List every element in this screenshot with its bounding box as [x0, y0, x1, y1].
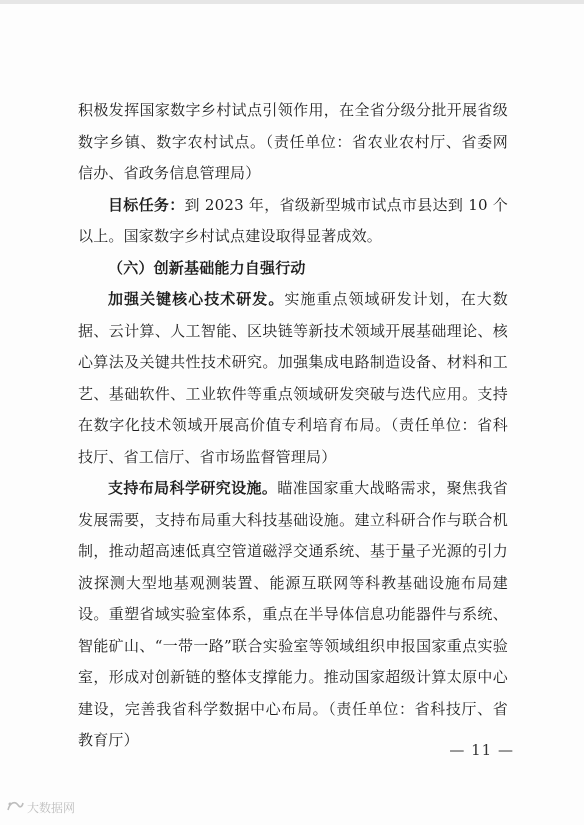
paragraph-digital-village [78, 95, 508, 190]
paragraph-research-facilities [78, 473, 508, 757]
section-heading: （六）创新基础能力自强行动 [108, 258, 306, 277]
document-body [78, 95, 508, 757]
paragraph-target-task [78, 190, 508, 253]
paragraph-lead: 加强关键核心技术研发。 [108, 290, 285, 308]
paragraph-text: 到 2023 年，省级新型城市试点市县达到 10 个以上。国家数字乡村试点建设取得显著成效。 [78, 195, 508, 245]
paragraph-text: 瞄准国家重大战略需求，聚焦我省发展需要，支持布局重大科技基础设施。建立科研合作与联合机制，推动超高速低真空管道磁浮交通系统、基于量子光源的引力波探测大型地基观测装置、能源互联网等科教基础设施布局建设。重塑省域实验室体系，重点在半导体信息功能器件与系统、智能矿山、“一带一路”联合实验室等领域组织申报国家重点实验室，形成对创新链的整体支撑能力。推动国家超级计算太原中心建设，完善我省科学数据中心布局。（责任单位：省科技厅、省教育厅） [78, 479, 508, 749]
watermark-text: 大数据网 [27, 801, 76, 815]
page-top-edge [0, 0, 584, 4]
paragraph-core-tech [78, 284, 508, 473]
paragraph-text: 实施重点领域研发计划，在大数据、云计算、人工智能、区块链等新技术领域开展基础理论、核心算法及关键共性技术研究。加强集成电路制造设备、材料和工艺、基础软件、工业软件等重点领域研发突破与迭代应用。支持在数字化技术领域开展高价值专利培育布局。（责任单位：省科技厅、省工信厅、省市场监督管理局） [78, 290, 509, 466]
watermark [6, 798, 75, 817]
paragraph-lead: 目标任务： [108, 195, 185, 214]
watermark-logo-icon [6, 798, 24, 817]
paragraph-text: 积极发挥国家数字乡村试点引领作用，在全省分级分批开展省级数字乡镇、数字农村试点。（责任单位：省农业农村厅、省委网信办、省政务信息管理局） [78, 101, 508, 182]
page-number: — 11 — [449, 741, 514, 759]
paragraph-lead: 支持布局科学研究设施。 [108, 479, 278, 497]
